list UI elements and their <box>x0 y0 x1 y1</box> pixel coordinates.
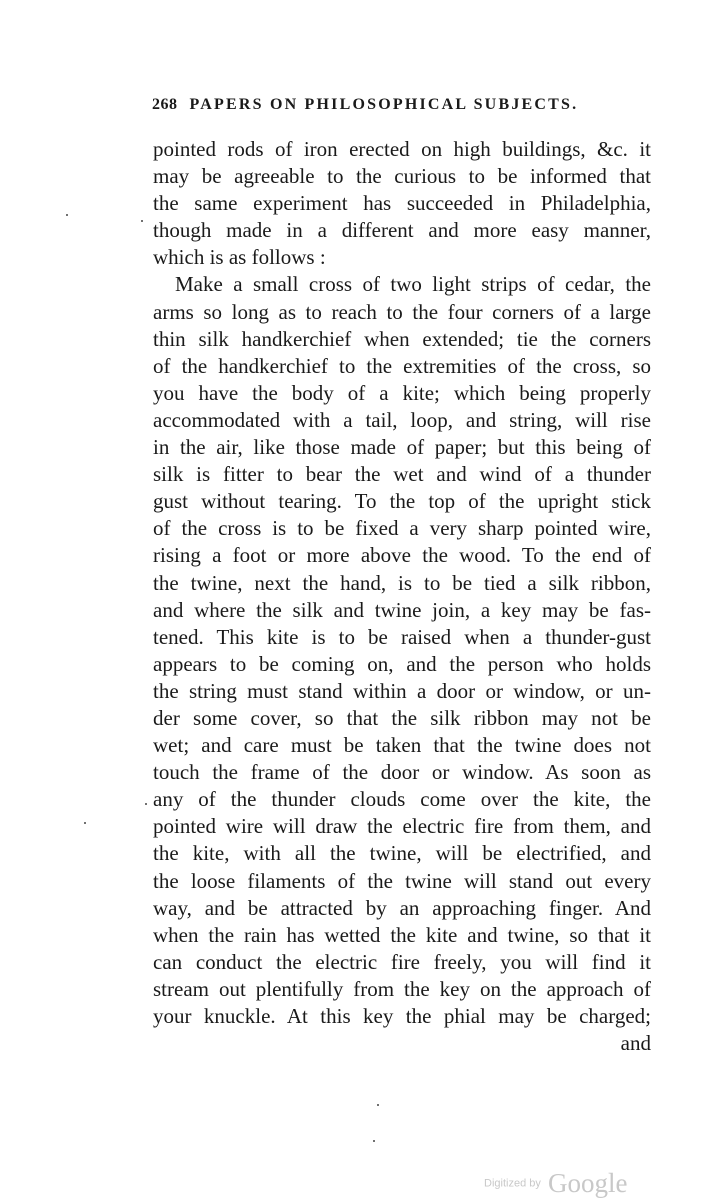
running-title: PAPERS ON PHILOSOPHICAL SUBJECTS. <box>189 96 579 113</box>
text-line: pointed rods of iron erected on high buildings, &c. it <box>153 137 651 161</box>
text-line: tened. This kite is to be raised when a thunder-gust <box>153 624 651 649</box>
text-line: wet; and care must be taken that the twine does not <box>153 733 651 758</box>
text-line: of the cross is to be fixed a very sharp pointed wire, <box>153 516 651 541</box>
text-line: silk is fitter to bear the wet and wind of a thunder <box>153 462 651 487</box>
text-line: arms so long as to reach to the four corners of a large <box>153 299 651 324</box>
ink-speck <box>141 220 143 222</box>
catchword: and <box>620 1031 651 1056</box>
digitized-by-google-watermark <box>484 1168 627 1199</box>
text-line: which is as follows : <box>153 245 326 270</box>
text-line: the string must stand within a door or window, or un- <box>153 678 651 703</box>
ink-speck <box>377 1104 379 1106</box>
page-number: 268 <box>152 96 178 113</box>
text-line: can conduct the electric fire freely, you will find it <box>153 949 651 974</box>
text-line: the kite, with all the twine, will be electrified, and <box>153 841 651 866</box>
text-line: you have the body of a kite; which being properly <box>153 380 651 405</box>
watermark-brand: Google <box>547 1168 628 1198</box>
ink-speck <box>145 803 147 805</box>
text-line: rising a foot or more above the wood. To the end of <box>153 543 651 568</box>
text-line: stream out plentifully from the key on the approach of <box>153 976 651 1001</box>
text-line: may be agreeable to the curious to be informed that <box>153 164 651 189</box>
text-line: der some cover, so that the silk ribbon may not be <box>153 705 651 730</box>
text-line: of the handkerchief to the extremities of the cross, so <box>153 353 651 378</box>
watermark-prefix: Digitized by <box>484 1177 541 1190</box>
ink-speck <box>66 214 68 216</box>
text-line: and where the silk and twine join, a key may be fas- <box>153 597 651 622</box>
text-line: the loose filaments of the twine will stand out every <box>153 868 651 893</box>
text-line: way, and be attracted by an approaching finger. And <box>153 895 651 920</box>
paragraph-start-line: Make a small cross of two light strips of cedar, the <box>175 272 651 297</box>
text-line: though made in a different and more easy manner, <box>153 218 651 243</box>
ink-speck <box>373 1140 375 1142</box>
text-line: any of the thunder clouds come over the kite, the <box>153 787 651 812</box>
text-line: appears to be coming on, and the person who holds <box>153 651 651 676</box>
body-text <box>153 136 651 1057</box>
text-line: your knuckle. At this key the phial may be charged; <box>153 1004 651 1028</box>
text-line: gust without tearing. To the top of the upright stick <box>153 489 651 514</box>
text-line: accommodated with a tail, loop, and string, will rise <box>153 407 651 432</box>
text-line: pointed wire will draw the electric fire from them, and <box>153 814 651 839</box>
text-line: thin silk handkerchief when extended; tie the corners <box>153 326 651 351</box>
running-head <box>152 96 602 114</box>
ink-speck <box>84 822 86 824</box>
text-line: touch the frame of the door or window. As soon as <box>153 760 651 785</box>
text-line: the twine, next the hand, is to be tied a silk ribbon, <box>153 570 651 595</box>
text-line: when the rain has wetted the kite and twine, so that it <box>153 922 651 947</box>
text-line: the same experiment has succeeded in Philadelphia, <box>153 191 651 216</box>
text-line: in the air, like those made of paper; but this being of <box>153 435 651 460</box>
